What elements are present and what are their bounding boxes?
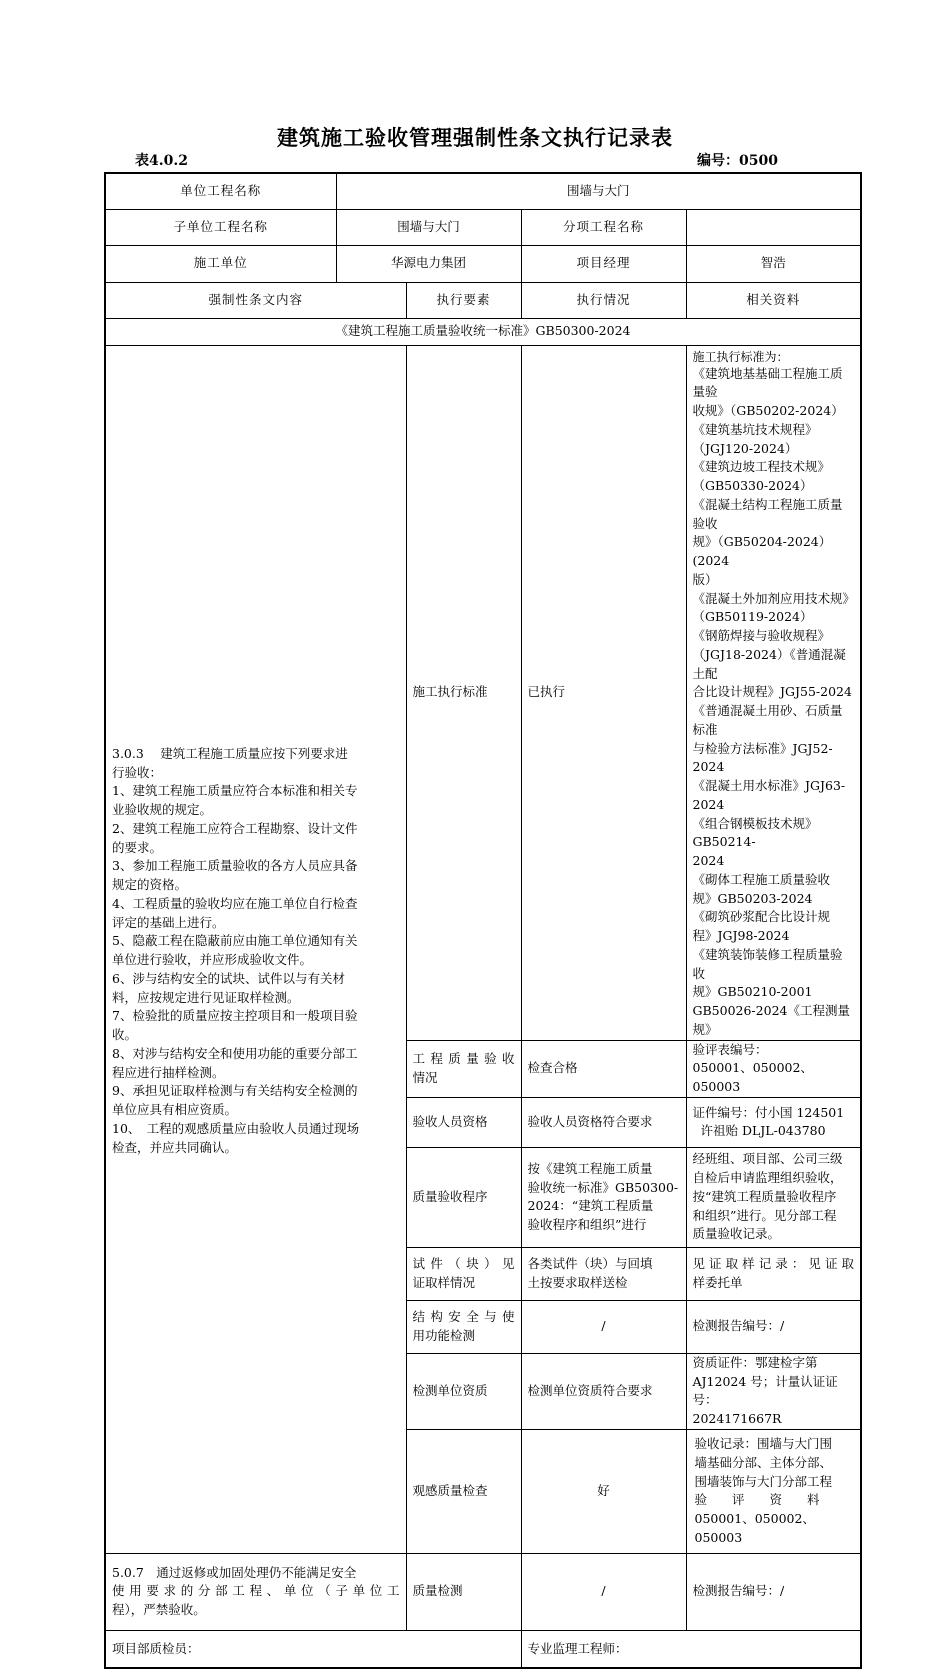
item-status: 按《建筑工程施工质量 验收统一标准》GB50300- 2024：“建筑工程质量 验收程序和组织”进行 [521, 1147, 686, 1247]
item-element: 质量验收程序 [406, 1147, 521, 1247]
contractor-label: 施工单位 [105, 245, 336, 282]
clause-line: 2、建筑工程施工应符合工程勘察、设计文件 [112, 820, 358, 836]
clause-line: 4、工程质量的验收均应在施工单位自行检查 [112, 895, 358, 911]
item-status: / [521, 1553, 686, 1630]
clause-line: 单位应具有相应资质。 [112, 1102, 238, 1118]
unit-project-row [105, 173, 861, 209]
clause-507 [105, 1553, 406, 1630]
clause-line: 9、承担见证取样检测与有关结构安全检测的 [112, 1083, 358, 1099]
item-docs: 验收记录：围墙与大门围 墙基础分部、主体分部、 围墙装饰与大门分部工程 验 评 资 料 050001、050002、050003 [686, 1429, 861, 1553]
header-element: 执行要素 [406, 282, 521, 318]
docs-line: 《建筑基坑技术规程》 [692, 421, 818, 437]
unit-project-label: 单位工程名称 [105, 173, 336, 209]
page-title: 建筑施工验收管理强制性条文执行记录表 [277, 125, 673, 150]
clause-line: 8、对涉与结构安全和使用功能的重要分部工 [112, 1045, 358, 1061]
clause-line: 5.0.7 通过返修或加固处理仍不能满足安全 [112, 1564, 357, 1580]
docs-line: 《砌体工程施工质量验收 [692, 871, 831, 887]
item-docs: 见证取样记录：见证取 样委托单 [686, 1247, 861, 1300]
item-docs: 验评表编号： 050001、050002、050003 [686, 1040, 861, 1097]
sub-item-value [686, 209, 861, 245]
clause-line: 5、隐蔽工程在隐蔽前应由施工单位通知有关 [112, 933, 358, 949]
clause-line: 1、建筑工程施工质量应符合本标准和相关专 [112, 783, 358, 799]
item-row [105, 345, 861, 1040]
pm-label: 项目经理 [521, 245, 686, 282]
docs-line: 《混凝土外加剂应用技术规》 [692, 590, 856, 606]
item-element: 观感质量检查 [406, 1429, 521, 1553]
supervisor-signature: 专业监理工程师： [521, 1630, 861, 1668]
docs-line: （JGJ18-2024）《普通混凝土配 [692, 646, 846, 681]
serial-number: 编号：0500 [697, 153, 778, 169]
docs-line: 规》GB50210-2001 [692, 984, 813, 1000]
item-status: 检测单位资质符合要求 [521, 1353, 686, 1429]
item-element: 工程质量验收 情况 [406, 1040, 521, 1097]
docs-line: 收规》（GB50202-2024） [692, 403, 844, 418]
item-status: 检查合格 [521, 1040, 686, 1097]
docs-line: 《钢筋焊接与验收规程》 [692, 628, 831, 643]
docs-line: 《混凝土用水标准》JGJ63-2024 [692, 778, 846, 812]
clause-line: 3、参加工程施工质量验收的各方人员应具备 [112, 858, 358, 874]
item-docs: 检测报告编号：/ [686, 1553, 861, 1630]
item-docs [686, 345, 861, 1040]
item-element: 试件（块）见 证取样情况 [406, 1247, 521, 1300]
sub-item-label: 分项工程名称 [521, 209, 686, 245]
clause-line: 单位进行验收，并应形成验收文件。 [112, 952, 313, 968]
clause-line: 3.0.3 建筑工程施工质量应按下列要求进 [112, 745, 348, 761]
item-status: 各类试件（块）与回填 土按要求取样送检 [521, 1247, 686, 1300]
qc-inspector-signature: 项目部质检员： [105, 1630, 521, 1668]
clause-line: 的要求。 [112, 839, 163, 855]
docs-line: 程》JGJ98-2024 [692, 928, 790, 943]
docs-line: GB50026-2024《工程测量规》 [692, 1003, 850, 1037]
docs-line: 《砌筑砂浆配合比设计规 [692, 909, 831, 925]
unit-project-value: 围墙与大门 [336, 173, 861, 209]
clause-line: 检查，并应共同确认。 [112, 1139, 238, 1155]
clause-line: 业验收规的规定。 [112, 802, 213, 818]
item-status: 验收人员资格符合要求 [521, 1097, 686, 1147]
standard-title: 《建筑工程施工质量验收统一标准》GB50300-2024 [105, 318, 861, 345]
docs-line: 2024 [692, 853, 725, 868]
item-element: 结构安全与使 用功能检测 [406, 1300, 521, 1353]
docs-line: 《建筑装饰装修工程质量验收 [692, 946, 843, 981]
docs-line: 规》GB50203-2024 [692, 890, 813, 906]
item-docs: 证件编号：付小国 124501 许祖贻 DLJL-043780 [686, 1097, 861, 1147]
clause-line: 使用要求的分部工程、单位（子单位工 [112, 1583, 400, 1599]
sub-unit-value: 围墙与大门 [336, 209, 521, 245]
item-status: 好 [521, 1429, 686, 1553]
item-status: 已执行 [521, 345, 686, 1040]
docs-head: 施工执行标准为： [692, 349, 789, 364]
docs-line: 《混凝土结构工程施工质量验收 [692, 496, 843, 531]
docs-line: （GB50119-2024） [692, 609, 813, 625]
table-number: 表4.0.2 [135, 153, 188, 169]
docs-line: 《组合钢模板技术规》GB50214- [692, 815, 818, 850]
clause-line: 程），严禁验收。 [112, 1602, 206, 1618]
standard-row [105, 318, 861, 345]
docs-line: 规》（GB50204-2024）(2024 [692, 534, 832, 568]
docs-line: 《建筑边坡工程技术规》 [692, 459, 831, 475]
item-status: / [521, 1300, 686, 1353]
contractor-value: 华源电力集团 [336, 245, 521, 282]
item-docs: 经班组、项目部、公司三级 自检后申请监理组织验收， 按“建筑工程质量验收程序 和组织”进行。见分部工程 质量验收记录。 [686, 1147, 861, 1247]
clause-line: 行验收： [112, 764, 163, 780]
signature-row [105, 1630, 861, 1668]
clause-303 [105, 345, 406, 1553]
header-docs: 相关资料 [686, 282, 861, 318]
item-docs: 资质证件：鄂建检字第 AJ12024 号；计量认证证号： 2024171667R [686, 1353, 861, 1429]
docs-line: 《建筑地基基础工程施工质量验 [692, 365, 843, 400]
item-element: 质量检测 [406, 1553, 521, 1630]
clause-line: 评定的基础上进行。 [112, 914, 225, 930]
item-element: 检测单位资质 [406, 1353, 521, 1429]
item-element: 验收人员资格 [406, 1097, 521, 1147]
header-clause: 强制性条文内容 [105, 282, 406, 318]
docs-line: 《普通混凝土用砂、石质量标准 [692, 703, 843, 737]
pm-value: 智浩 [686, 245, 861, 282]
sub-unit-row [105, 209, 861, 245]
contractor-row [105, 245, 861, 282]
item-element: 施工执行标准 [406, 345, 521, 1040]
docs-line: 版） [692, 571, 718, 587]
clause-line: 料，应按规定进行见证取样检测。 [112, 989, 300, 1005]
clause-507-row [105, 1553, 861, 1630]
clause-line: 10、 工程的观感质量应由验收人员通过现场 [112, 1120, 360, 1136]
docs-line: （GB50330-2024） [692, 478, 813, 493]
clause-line: 7、检验批的质量应按主控项目和一般项目验 [112, 1008, 358, 1024]
docs-line: 与检验方法标准》JGJ52-2024 [692, 740, 833, 775]
docs-line: （JGJ120-2024） [692, 440, 798, 456]
clause-line: 6、涉与结构安全的试块、试件以与有关材 [112, 970, 345, 986]
clause-line: 程应进行抽样检测。 [112, 1064, 225, 1080]
item-docs: 检测报告编号：/ [686, 1300, 861, 1353]
clause-line: 规定的资格。 [112, 877, 188, 893]
docs-line: 合比设计规程》JGJ55-2024 [692, 684, 852, 700]
clause-line: 收。 [112, 1027, 138, 1043]
header-row [105, 282, 861, 318]
sub-unit-label: 子单位工程名称 [105, 209, 336, 245]
record-table [104, 172, 862, 1669]
header-status: 执行情况 [521, 282, 686, 318]
